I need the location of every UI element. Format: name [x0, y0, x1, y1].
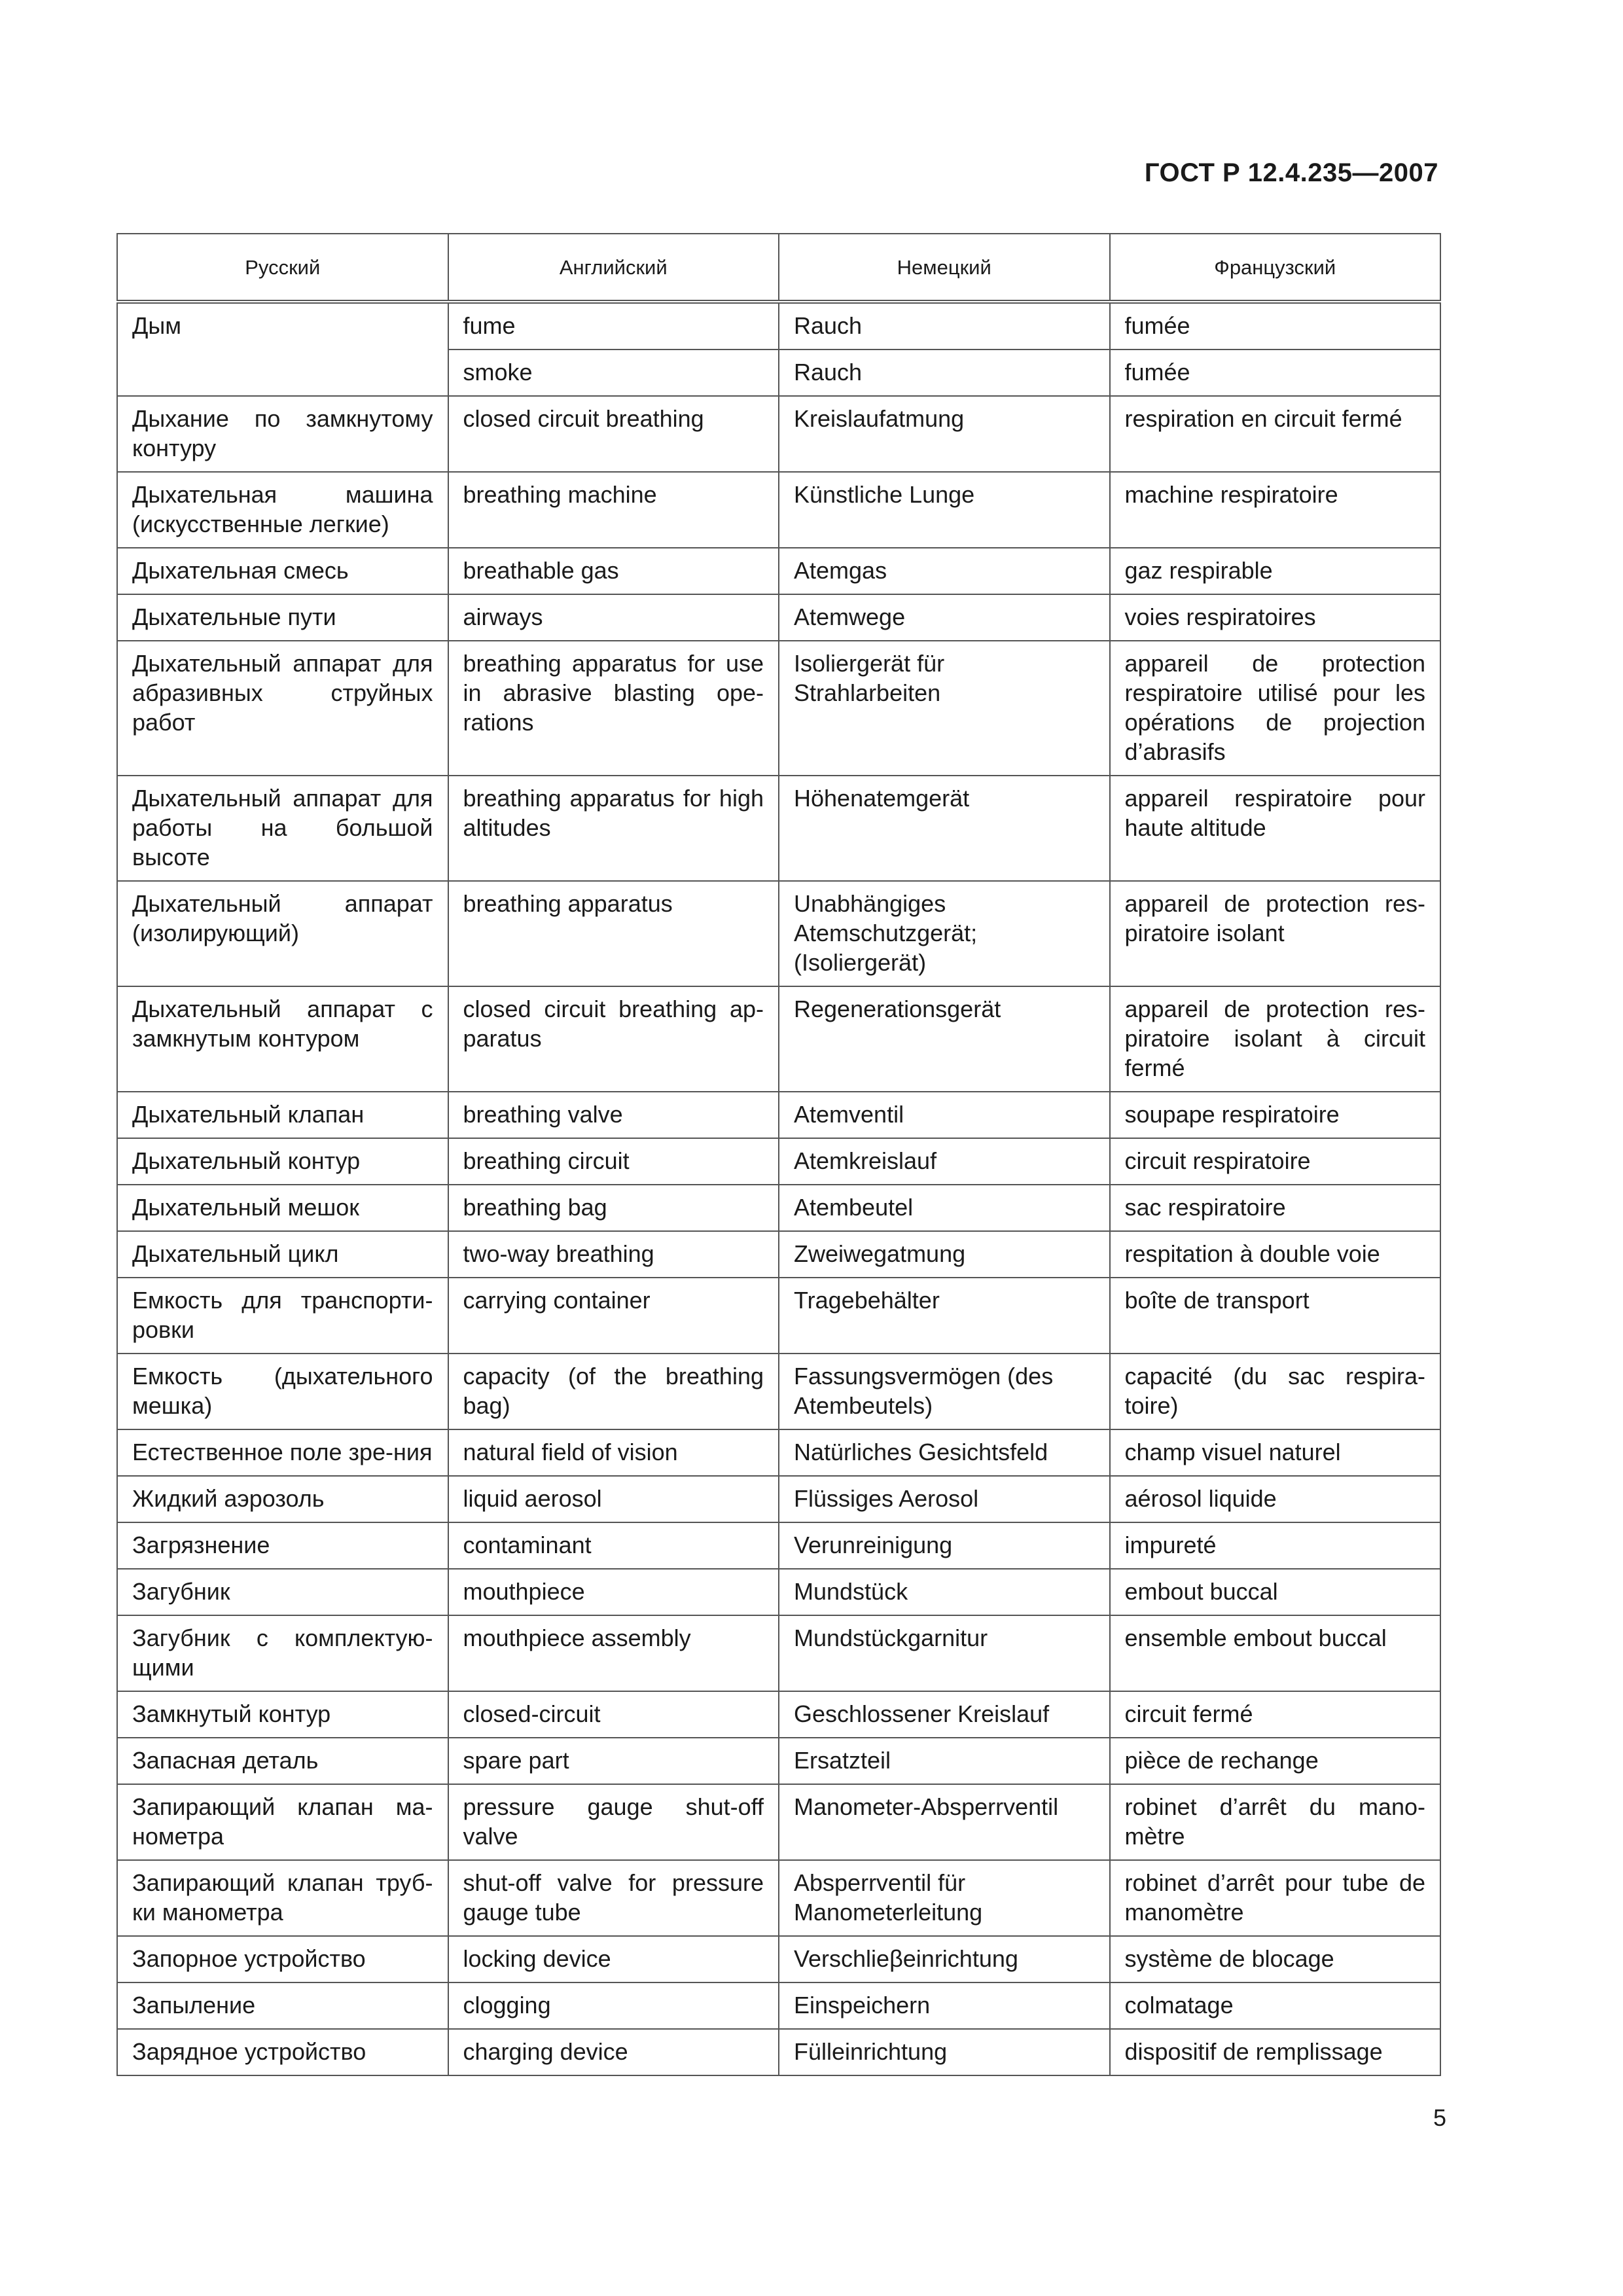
table-row	[117, 1860, 1440, 1936]
column-header-german: Немецкий	[779, 234, 1110, 302]
english-term-cell: carrying container	[448, 1278, 779, 1354]
russian-term-cell: Дыхательный мешок	[117, 1185, 448, 1231]
russian-term-cell: Дыхательная смесь	[117, 548, 448, 594]
german-term-cell: Atembeutel	[779, 1185, 1110, 1231]
table-header-row	[117, 234, 1440, 302]
russian-term-cell: Дыхание по замкнутому контуру	[117, 396, 448, 472]
english-term-cell: breathing apparatus	[448, 881, 779, 986]
english-term-cell: smoke	[448, 350, 779, 396]
russian-term-cell: Естественное поле зре-ния	[117, 1429, 448, 1476]
german-term-cell: Atemventil	[779, 1092, 1110, 1138]
french-term-cell: respitation à double voie	[1110, 1231, 1441, 1278]
german-term-cell: Mundstückgarnitur	[779, 1615, 1110, 1691]
german-term-cell: Zweiwegatmung	[779, 1231, 1110, 1278]
table-row	[117, 2029, 1440, 2075]
terminology-table	[116, 233, 1441, 2076]
german-term-cell: Mundstück	[779, 1569, 1110, 1615]
french-term-cell: respiration en circuit fermé	[1110, 396, 1441, 472]
french-term-cell: impureté	[1110, 1522, 1441, 1569]
column-header-russian: Русский	[117, 234, 448, 302]
english-term-cell: contaminant	[448, 1522, 779, 1569]
french-term-cell: machine respiratoire	[1110, 472, 1441, 548]
english-term-cell: natural field of vision	[448, 1429, 779, 1476]
french-term-cell: robinet d’arrêt pour tube de manomètre	[1110, 1860, 1441, 1936]
russian-term-cell: Запирающий клапан ма-нометра	[117, 1784, 448, 1860]
russian-term-cell: Зарядное устройство	[117, 2029, 448, 2075]
french-term-cell: appareil de protection res-piratoire isolant à circuit fermé	[1110, 986, 1441, 1092]
german-term-cell: Ersatzteil	[779, 1738, 1110, 1784]
table-row	[117, 396, 1440, 472]
french-term-cell: ensemble embout buccal	[1110, 1615, 1441, 1691]
french-term-cell: voies respiratoires	[1110, 594, 1441, 641]
german-term-cell: Künstliche Lunge	[779, 472, 1110, 548]
french-term-cell: colmatage	[1110, 1982, 1441, 2029]
russian-term-cell: Дыхательный цикл	[117, 1231, 448, 1278]
russian-term-cell: Дыхательный аппарат для абразивных струйных работ	[117, 641, 448, 776]
russian-term-cell: Загрязнение	[117, 1522, 448, 1569]
table-row	[117, 1476, 1440, 1522]
german-term-cell: Kreislaufatmung	[779, 396, 1110, 472]
table-row	[117, 1231, 1440, 1278]
table-row	[117, 776, 1440, 881]
english-term-cell: capacity (of the breathing bag)	[448, 1354, 779, 1429]
russian-term-cell: Загубник с комплектую-щими	[117, 1615, 448, 1691]
table-row	[117, 1138, 1440, 1185]
english-term-cell: breathing bag	[448, 1185, 779, 1231]
german-term-cell: Tragebehälter	[779, 1278, 1110, 1354]
russian-term-cell: Емкость (дыхательного мешка)	[117, 1354, 448, 1429]
french-term-cell: fumée	[1110, 350, 1441, 396]
french-term-cell: fumée	[1110, 302, 1441, 350]
french-term-cell: sac respiratoire	[1110, 1185, 1441, 1231]
table-body	[117, 302, 1440, 2075]
russian-term-cell: Дыхательный аппарат с замкнутым контуром	[117, 986, 448, 1092]
german-term-cell: Atemkreislauf	[779, 1138, 1110, 1185]
german-term-cell: Isoliergerät für Strahlarbeiten	[779, 641, 1110, 776]
english-term-cell: pressure gauge shut-off valve	[448, 1784, 779, 1860]
english-term-cell: breathing apparatus for high altitudes	[448, 776, 779, 881]
table-row	[117, 1522, 1440, 1569]
english-term-cell: two-way breathing	[448, 1231, 779, 1278]
table-row	[117, 881, 1440, 986]
english-term-cell: breathing valve	[448, 1092, 779, 1138]
english-term-cell: airways	[448, 594, 779, 641]
table-row	[117, 1354, 1440, 1429]
german-term-cell: Höhenatemgerät	[779, 776, 1110, 881]
english-term-cell: closed circuit breathing ap-paratus	[448, 986, 779, 1092]
german-term-cell: Manometer-Absperrventil	[779, 1784, 1110, 1860]
table-row	[117, 1738, 1440, 1784]
french-term-cell: champ visuel naturel	[1110, 1429, 1441, 1476]
german-term-cell: Verunreinigung	[779, 1522, 1110, 1569]
table-row	[117, 302, 1440, 350]
russian-term-cell: Дым	[117, 302, 448, 396]
french-term-cell: système de blocage	[1110, 1936, 1441, 1982]
table-row	[117, 1278, 1440, 1354]
table-row	[117, 1936, 1440, 1982]
english-term-cell: closed circuit breathing	[448, 396, 779, 472]
column-header-english: Английский	[448, 234, 779, 302]
english-term-cell: spare part	[448, 1738, 779, 1784]
table-row	[117, 472, 1440, 548]
table-row	[117, 1185, 1440, 1231]
french-term-cell: robinet d’arrêt du mano-mètre	[1110, 1784, 1441, 1860]
russian-term-cell: Дыхательный аппарат для работы на большой высоте	[117, 776, 448, 881]
english-term-cell: mouthpiece	[448, 1569, 779, 1615]
french-term-cell: soupape respiratoire	[1110, 1092, 1441, 1138]
german-term-cell: Rauch	[779, 302, 1110, 350]
russian-term-cell: Запорное устройство	[117, 1936, 448, 1982]
german-term-cell: Einspeichern	[779, 1982, 1110, 2029]
english-term-cell: fume	[448, 302, 779, 350]
russian-term-cell: Жидкий аэрозоль	[117, 1476, 448, 1522]
table-row	[117, 1569, 1440, 1615]
russian-term-cell: Запыление	[117, 1982, 448, 2029]
english-term-cell: locking device	[448, 1936, 779, 1982]
french-term-cell: pièce de rechange	[1110, 1738, 1441, 1784]
page-number: 5	[1433, 2104, 1446, 2131]
english-term-cell: mouthpiece assembly	[448, 1615, 779, 1691]
german-term-cell: Flüssiges Aerosol	[779, 1476, 1110, 1522]
english-term-cell: closed-circuit	[448, 1691, 779, 1738]
table-row	[117, 1092, 1440, 1138]
french-term-cell: boîte de transport	[1110, 1278, 1441, 1354]
french-term-cell: aérosol liquide	[1110, 1476, 1441, 1522]
table-row	[117, 1429, 1440, 1476]
table-row	[117, 641, 1440, 776]
german-term-cell: Rauch	[779, 350, 1110, 396]
table-row	[117, 1615, 1440, 1691]
french-term-cell: appareil respiratoire pour haute altitude	[1110, 776, 1441, 881]
table-row	[117, 548, 1440, 594]
german-term-cell: Regenerationsgerät	[779, 986, 1110, 1092]
french-term-cell: embout buccal	[1110, 1569, 1441, 1615]
english-term-cell: shut-off valve for pressure gauge tube	[448, 1860, 779, 1936]
german-term-cell: Verschlieβeinrichtung	[779, 1936, 1110, 1982]
russian-term-cell: Дыхательный аппарат (изолирующий)	[117, 881, 448, 986]
english-term-cell: charging device	[448, 2029, 779, 2075]
french-term-cell: capacité (du sac respira-toire)	[1110, 1354, 1441, 1429]
russian-term-cell: Запасная деталь	[117, 1738, 448, 1784]
russian-term-cell: Запирающий клапан труб-ки манометра	[117, 1860, 448, 1936]
french-term-cell: circuit fermé	[1110, 1691, 1441, 1738]
german-term-cell: Fassungsvermögen (des Atembeutels)	[779, 1354, 1110, 1429]
column-header-french: Французский	[1110, 234, 1441, 302]
table-row	[117, 1982, 1440, 2029]
english-term-cell: breathable gas	[448, 548, 779, 594]
french-term-cell: appareil de protection res-piratoire isolant	[1110, 881, 1441, 986]
german-term-cell: Atemwege	[779, 594, 1110, 641]
russian-term-cell: Замкнутый контур	[117, 1691, 448, 1738]
english-term-cell: breathing circuit	[448, 1138, 779, 1185]
german-term-cell: Geschlossener Kreislauf	[779, 1691, 1110, 1738]
table-row	[117, 594, 1440, 641]
french-term-cell: circuit respiratoire	[1110, 1138, 1441, 1185]
english-term-cell: clogging	[448, 1982, 779, 2029]
german-term-cell: Unabhängiges Atemschutzgerät; (Isoliergerät)	[779, 881, 1110, 986]
russian-term-cell: Емкость для транспорти-ровки	[117, 1278, 448, 1354]
english-term-cell: liquid aerosol	[448, 1476, 779, 1522]
russian-term-cell: Дыхательный клапан	[117, 1092, 448, 1138]
german-term-cell: Atemgas	[779, 548, 1110, 594]
german-term-cell: Absperrventil für Manometerleitung	[779, 1860, 1110, 1936]
english-term-cell: breathing apparatus for use in abrasive blasting ope-rations	[448, 641, 779, 776]
table-row	[117, 1784, 1440, 1860]
german-term-cell: Natürliches Gesichtsfeld	[779, 1429, 1110, 1476]
french-term-cell: appareil de protection respiratoire utilisé pour les opérations de projection d’abrasifs	[1110, 641, 1441, 776]
russian-term-cell: Загубник	[117, 1569, 448, 1615]
french-term-cell: gaz respirable	[1110, 548, 1441, 594]
table-row	[117, 986, 1440, 1092]
german-term-cell: Fülleinrichtung	[779, 2029, 1110, 2075]
document-code: ГОСТ Р 12.4.235—2007	[1144, 158, 1438, 187]
english-term-cell: breathing machine	[448, 472, 779, 548]
russian-term-cell: Дыхательная машина (искусственные легкие)	[117, 472, 448, 548]
russian-term-cell: Дыхательные пути	[117, 594, 448, 641]
french-term-cell: dispositif de remplissage	[1110, 2029, 1441, 2075]
russian-term-cell: Дыхательный контур	[117, 1138, 448, 1185]
table-row	[117, 1691, 1440, 1738]
